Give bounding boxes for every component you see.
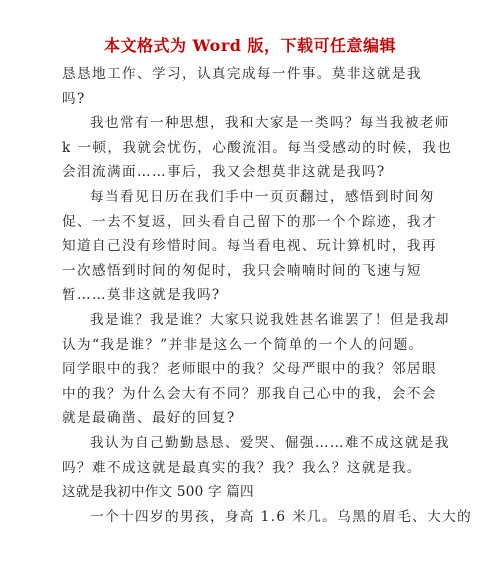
text-line: 就是最确凿、最好的回复?	[62, 410, 236, 427]
text-line: 中的我？为什么会大有不同？那我自己心中的我，会不会	[62, 385, 437, 402]
text-line: 认为“我是谁？”并非是这么一个简单的一个人的问题。	[62, 336, 424, 353]
document-header: 本文格式为 Word 版，下载可任意编辑	[103, 36, 397, 55]
text-line: 吗？难不成这就是最真实的我？我？我么？这就是我。	[62, 459, 422, 476]
text-line: 我认为自己勤勤恳恳、爱哭、倔强……难不成这就是我	[90, 434, 450, 451]
text-line: 暂……莫非这就是我吗?	[62, 287, 221, 304]
text-line: 会泪流满面……事后，我又会想莫非这就是我吗?	[62, 164, 386, 181]
text-line: 知道自己没有珍惜时间。每当看电视、玩计算机时，我再	[62, 238, 437, 255]
text-line: 我是谁？我是谁？大家只说我姓甚名谁罢了！但是我却	[90, 311, 450, 328]
section-heading: 这就是我初中作文 500 字 篇四	[62, 484, 254, 501]
text-line: 促、一去不复返，回头看自己留下的那一个个踪迹，我才	[62, 213, 437, 230]
text-line: k 一顿，我就会忧伤，心酸流泪。每当受感动的时候，我也	[62, 139, 453, 156]
text-line: 我也常有一种思想，我和大家是一类吗？每当我被老师	[90, 115, 450, 132]
text-line: 吗?	[62, 90, 86, 107]
text-line: 一个十四岁的男孩，身高 1.6 米几。乌黑的眉毛、大大的	[90, 508, 473, 525]
document-body	[62, 62, 473, 529]
text-line: 同学眼中的我？老师眼中的我？父母严眼中的我？邻居眼	[62, 361, 437, 378]
text-line: 一次感悟到时间的匆促时，我只会喃喃时间的飞速与短	[62, 262, 422, 279]
text-line: 恳恳地工作、学习，认真完成每一件事。莫非这就是我	[62, 66, 422, 82]
text-line: 每当看见日历在我们手中一页页翻过，感悟到时间匆	[90, 188, 435, 205]
